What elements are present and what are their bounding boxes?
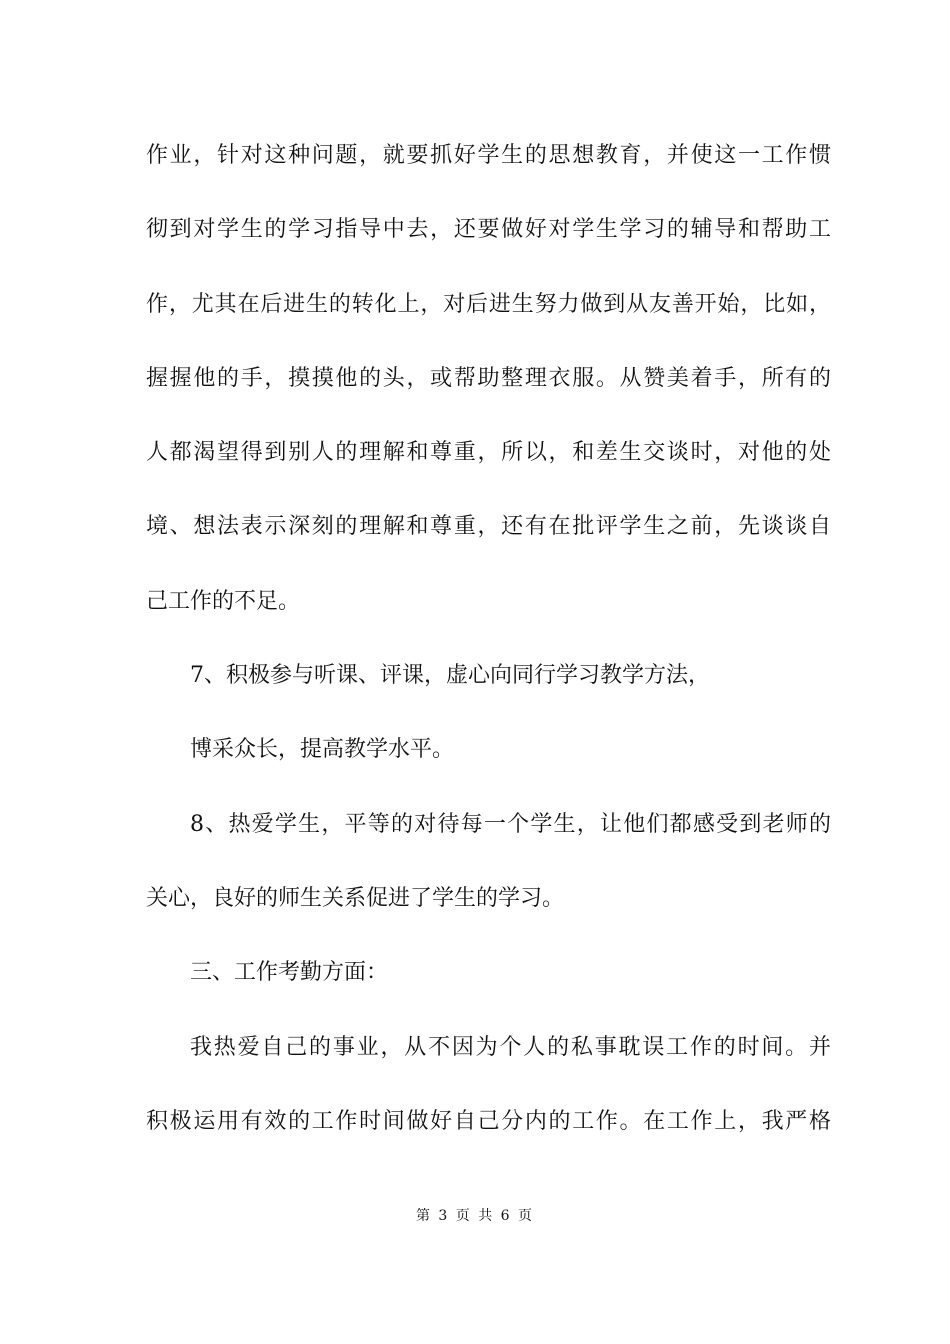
- text-line-item-7: 7、积极参与听课、评课，虚心向同行学习教学方法，: [190, 663, 710, 689]
- text-line: 人都渴望得到别人的理解和尊重，所以，和差生交谈时，对他的处: [146, 440, 831, 466]
- page-number-footer: 第 3 页 共 6 页: [415, 1208, 535, 1224]
- text-line: 作业，针对这种问题，就要抓好学生的思想教育，并使这一工作惯: [146, 143, 831, 168]
- text-line: 关心，良好的师生关系促进了学生的学习。: [146, 885, 565, 911]
- text-line: 博采众长，提高教学水平。: [190, 737, 455, 763]
- text-line: 己工作的不足。: [146, 588, 301, 614]
- text-line-item-8: 8、热爱学生，平等的对待每一个学生，让他们都感受到老师的: [190, 811, 831, 837]
- text-line: 我热爱自己的事业，从不因为个人的私事耽误工作的时间。并: [190, 1034, 831, 1060]
- document-body: [146, 138, 831, 1178]
- text-line: 境、想法表示深刻的理解和尊重，还有在批评学生之前，先谈谈自: [146, 514, 831, 540]
- section-heading: 三、工作考勤方面：: [190, 960, 389, 986]
- text-line: 彻到对学生的学习指导中去，还要做好对学生学习的辅导和帮助工: [146, 217, 831, 243]
- text-line: 握握他的手，摸摸他的头，或帮助整理衣服。从赞美着手，所有的: [146, 365, 831, 391]
- text-line: 作，尤其在后进生的转化上，对后进生努力做到从友善开始，比如，: [146, 291, 831, 317]
- text-line: 积极运用有效的工作时间做好自己分内的工作。在工作上，我严格: [146, 1108, 831, 1134]
